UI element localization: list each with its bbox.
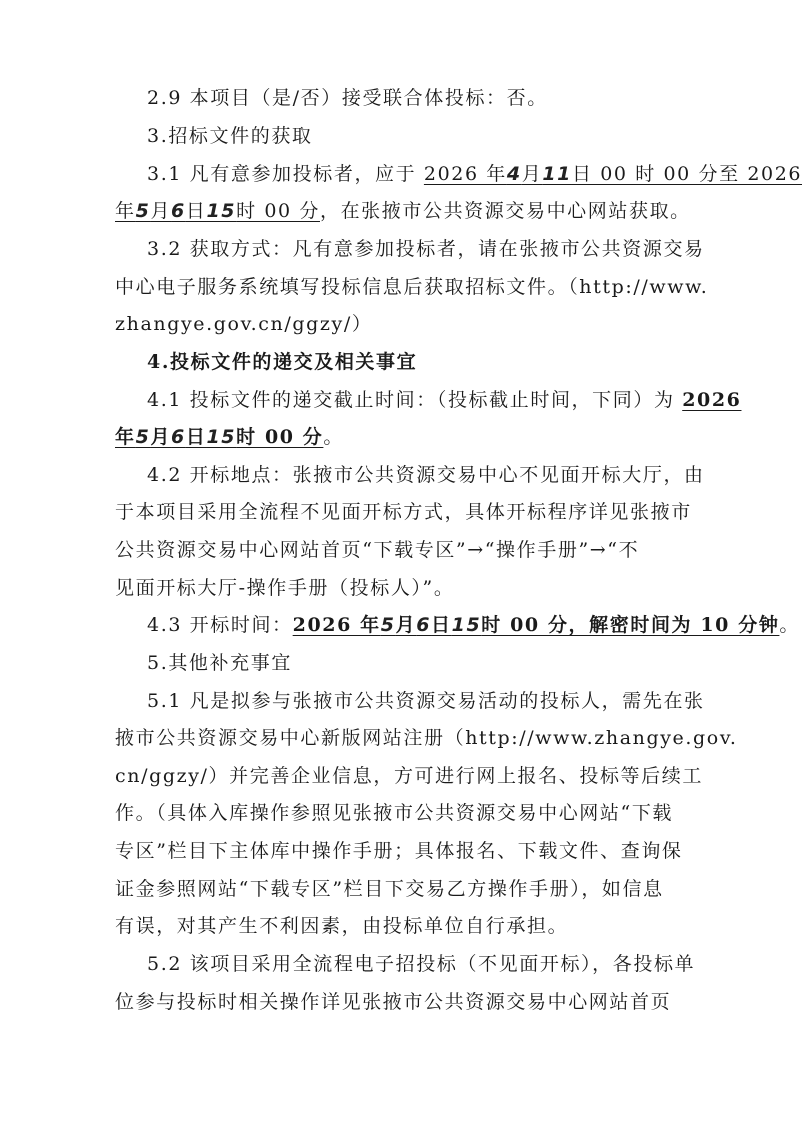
deadline-month-unit: 月 <box>150 426 172 448</box>
opening-period: 。 <box>779 614 801 636</box>
opening-month-handwritten: 5 <box>380 614 396 636</box>
clause-4-3 <box>147 613 800 637</box>
clause-4-2-text3: 公共资源交易中心网站首页“下载专区”→“操作手册”→“不 <box>115 539 640 561</box>
clause-2-9 <box>147 86 548 110</box>
clause-5-1-text3: cn/ggzy/）并完善企业信息，方可进行网上报名、投标等后续工 <box>115 765 703 787</box>
clause-3-2-line2 <box>115 275 708 299</box>
clause-4-2-text1: 4.2 开标地点：张掖市公共资源交易中心不见面开标大厅，由 <box>147 464 705 486</box>
heading-5 <box>147 651 292 675</box>
clause-5-1-line4 <box>115 801 673 825</box>
start-year: 2026 年 <box>423 163 507 185</box>
end-hour-handwritten: 15 <box>206 200 237 222</box>
clause-3-2-url: zhangye.gov.cn/ggzy/） <box>115 313 373 335</box>
deadline-hour-handwritten: 15 <box>206 426 237 448</box>
opening-day-handwritten: 6 <box>416 614 432 636</box>
opening-hour-handwritten: 15 <box>451 614 482 636</box>
clause-4-2-line3 <box>115 538 639 562</box>
clause-4-2-text2: 于本项目采用全流程不见面开标方式，具体开标程序详见张掖市 <box>115 501 692 523</box>
clause-5-1-text5: 专区”栏目下主体库中操作手册；具体报名、下载文件、查询保 <box>115 840 683 862</box>
clause-3-2-line1 <box>147 237 705 261</box>
heading-3-text: 3.招标文件的获取 <box>147 125 313 147</box>
clause-4-1-line2 <box>115 425 344 449</box>
clause-5-1-text7: 有误，对其产生不利因素，由投标单位自行承担。 <box>115 915 569 937</box>
clause-5-1-text2: 掖市公共资源交易中心新版网站注册（http://www.zhangye.gov. <box>115 727 738 749</box>
clause-4-1-lead: 4.1 投标文件的递交截止时间：（投标截止时间，下同）为 <box>147 389 683 411</box>
clause-3-1-line2 <box>115 199 691 223</box>
deadline-period: 。 <box>323 426 345 448</box>
clause-5-1-text1: 5.1 凡是拟参与张掖市公共资源交易活动的投标人，需先在张 <box>147 690 705 712</box>
deadline-day-unit: 日 <box>185 426 207 448</box>
deadline-month-handwritten: 5 <box>135 426 151 448</box>
clause-5-1-line5 <box>115 839 683 863</box>
clause-3-1-start-time <box>424 163 802 185</box>
end-day-unit: 日 <box>185 200 207 222</box>
clause-4-3-lead: 4.3 开标时间： <box>147 614 293 636</box>
end-day-handwritten: 6 <box>171 200 186 222</box>
deadline-time <box>115 426 323 448</box>
opening-year: 2026 年 <box>292 614 381 636</box>
clause-5-1-line2 <box>115 726 738 750</box>
end-month-unit: 月 <box>150 200 172 222</box>
clause-5-2-line1 <box>147 952 695 976</box>
clause-5-2-line2 <box>115 990 671 1014</box>
clause-3-2-text2: 中心电子服务系统填写投标信息后获取招标文件。（http://www. <box>115 276 709 298</box>
deadline-hour-rest: 时 00 分 <box>236 426 324 448</box>
clause-5-1-text4: 作。（具体入库操作参照见张掖市公共资源交易中心网站“下载 <box>115 802 674 824</box>
clause-5-2-text1: 5.2 该项目采用全流程电子招投标（不见面开标），各投标单 <box>147 953 696 975</box>
opening-time <box>293 614 780 636</box>
clause-3-2-text1: 3.2 获取方式：凡有意参加投标者，请在张掖市公共资源交易 <box>147 238 705 260</box>
start-day-rest: 日 00 时 00 分至 2026 <box>571 163 802 185</box>
end-year-unit: 年 <box>115 200 136 222</box>
clause-5-2-text2: 位参与投标时相关操作详见张掖市公共资源交易中心网站首页 <box>115 991 672 1013</box>
opening-hour-rest: 时 00 分，解密时间为 10 分钟 <box>481 614 780 636</box>
clause-3-2-line3 <box>115 312 372 336</box>
heading-5-text: 5.其他补充事宜 <box>147 652 292 674</box>
clause-4-2-line1 <box>147 463 705 487</box>
clause-3-1-lead: 3.1 凡有意参加投标者，应于 <box>147 163 424 185</box>
clause-4-2-line4 <box>115 576 454 600</box>
clause-4-1-line1 <box>147 388 741 412</box>
clause-5-1-line3 <box>115 764 703 788</box>
clause-3-1-tail: ，在张掖市公共资源交易中心网站获取。 <box>319 200 691 222</box>
clause-3-1-end-time <box>115 200 320 222</box>
clause-5-1-text6: 证金参照网站“下载专区”栏目下交易乙方操作手册），如信息 <box>115 878 664 900</box>
heading-3 <box>147 124 313 148</box>
clause-5-1-line7 <box>115 914 568 938</box>
end-hour-rest: 时 00 分 <box>236 200 320 222</box>
clause-3-1-line1 <box>147 162 802 186</box>
start-month-handwritten: 4 <box>506 163 522 185</box>
heading-4 <box>147 350 417 374</box>
clause-5-1-line1 <box>147 689 705 713</box>
heading-4-text: 4.投标文件的递交及相关事宜 <box>147 351 418 373</box>
deadline-year-unit: 年 <box>115 426 136 448</box>
start-day-handwritten: 11 <box>542 163 572 185</box>
clause-4-2-line2 <box>115 500 692 524</box>
clause-4-2-text4: 见面开标大厅-操作手册（投标人）”。 <box>115 577 455 599</box>
clause-2-9-text: 2.9 本项目（是/否）接受联合体投标：否。 <box>147 87 548 109</box>
deadline-year: 2026 <box>682 389 742 411</box>
opening-month-unit: 月 <box>395 614 417 636</box>
deadline-day-handwritten: 6 <box>171 426 186 448</box>
end-month-handwritten: 5 <box>135 200 151 222</box>
clause-5-1-line6 <box>115 877 664 901</box>
start-month-unit: 月 <box>521 163 543 185</box>
opening-day-unit: 日 <box>431 614 452 636</box>
